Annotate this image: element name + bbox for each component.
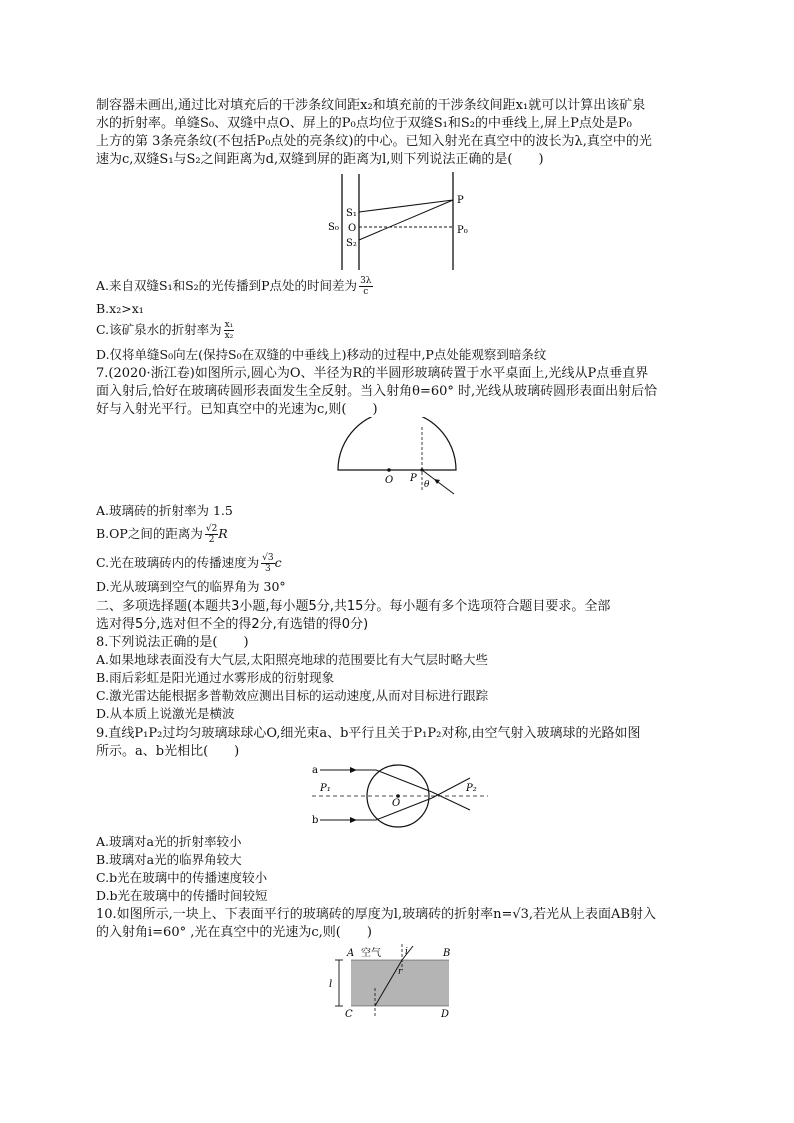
q10-line-2: 的入射角i=60° ,光在真空中的光速为c,则( ) (96, 925, 372, 940)
q7-line-1: 7.(2020·浙江卷)如图所示,圆心为O、半径为R的半圆形玻璃砖置于水平桌面上,光线从P点垂直界 (96, 366, 649, 381)
semicircle-figure (330, 417, 470, 497)
label-s1: S₁ (346, 208, 357, 219)
label-air: 空气 (361, 948, 381, 959)
label-p2: P₂ (466, 783, 477, 794)
label-b: b (312, 815, 319, 826)
label-D: D (441, 1009, 450, 1020)
q6-option-a: A.来自双缝S₁和S₂的光传播到P点处的时间差为 $\frac{3\lambda}{c}$ (96, 276, 372, 297)
q6-line-2: 水的折射率。单缝S₀、双缝中点O、屏上的P₀点均位于双缝S₁和S₂的中垂线上,屏上P点处是P₀ (96, 116, 632, 131)
double-slit-figure (320, 170, 480, 272)
label-o: O (385, 475, 394, 486)
q6-line-4: 速为c,双缝S₁与S₂之间距离为d,双缝到屏的距离为l,则下列说法正确的是( ) (96, 152, 544, 167)
q8-stem: 8.下列说法正确的是( ) (96, 635, 249, 650)
glass-slab-figure (325, 942, 465, 1020)
section-2-heading-line-2: 选对得5分,选对但不全的得2分,有选错的得0分) (96, 617, 369, 632)
q8-option-b: B.雨后彩虹是阳光通过水雾形成的衍射现象 (96, 670, 335, 685)
label-s0: S₀ (328, 222, 339, 233)
q8-option-c: C.激光雷达能根据多普勒效应测出目标的运动速度,从而对目标进行跟踪 (96, 688, 489, 703)
label-o: O (392, 798, 401, 809)
fraction: $\frac{3\lambda}{c}$ (360, 276, 372, 297)
label-B: B (443, 948, 451, 959)
q9-option-c: C.b光在玻璃中的传播速度较小 (96, 870, 268, 885)
q6-option-c: C.该矿泉水的折射率为 $\frac{\text{x₁}}{\text{x₂}}$ (96, 320, 234, 341)
label-p0: P₀ (457, 225, 468, 236)
q8-option-a: A.如果地球表面没有大气层,太阳照亮地球的范围要比有大气层时略大些 (96, 652, 488, 667)
label-p1: P₁ (320, 783, 331, 794)
q9-line-2: 所示。a、b光相比( ) (96, 744, 240, 759)
q9-option-d: D.b光在玻璃中的传播时间较短 (96, 888, 268, 903)
label-i: i (405, 947, 408, 957)
q7-option-c: C.光在玻璃砖内的传播速度为 $\frac{√3}{3}$ c (96, 553, 282, 574)
label-r: r (398, 967, 403, 977)
label-A: A (347, 948, 355, 959)
label-p: P (410, 473, 417, 484)
label-l: l (329, 979, 333, 990)
label-s2: S₂ (346, 238, 357, 249)
q10-line-1: 10.如图所示,一块上、下表面平行的玻璃砖的厚度为l,玻璃砖的折射率n=√3,若光从上表面AB射入 (96, 907, 656, 922)
q6-option-d: D.仅将单缝S₀向左(保持S₀在双缝的中垂线上)移动的过程中,P点处能观察到暗条纹 (96, 347, 547, 362)
q8-option-d: D.从本质上说激光是横波 (96, 706, 235, 721)
glass-sphere-figure (310, 760, 490, 830)
q7-option-d: D.光从玻璃到空气的临界角为 30° (96, 579, 286, 594)
q6-line-3: 上方的第 3条亮条纹(不包括P₀点处的亮条纹)的中心。已知入射光在真空中的波长为λ,真空中的光 (96, 134, 652, 149)
fraction: $\frac{√3}{3}$ (262, 553, 274, 574)
q6-line-1: 制容器未画出,通过比对填充后的干涉条纹间距x₂和填充前的干涉条纹间距x₁就可以计算出该矿泉 (96, 98, 646, 113)
fraction: $\frac{\text{x₁}}{\text{x₂}}$ (224, 320, 234, 341)
q6-option-b: B.x₂>x₁ (96, 301, 144, 316)
label-p: P (457, 195, 464, 206)
section-2-heading-line-1: 二、多项选择题(本题共3小题,每小题5分,共15分。每小题有多个选项符合题目要求。全部 (96, 599, 611, 614)
label-C: C (345, 1009, 353, 1020)
q7-option-b: B.OP之间的距离为 $\frac{√2}{2}$ R (96, 524, 228, 545)
q9-option-b: B.玻璃对a光的临界角较大 (96, 852, 242, 867)
label-theta: θ (424, 480, 430, 490)
q7-option-a: A.玻璃砖的折射率为 1.5 (96, 503, 233, 518)
fraction: $\frac{√2}{2}$ (205, 524, 218, 545)
q9-line-1: 9.直线P₁P₂过均匀玻璃球球心O,细光束a、b平行且关于P₁P₂对称,由空气射入玻璃球的光路如图 (96, 726, 641, 741)
q9-option-a: A.玻璃对a光的折射率较小 (96, 834, 242, 849)
q7-line-2: 面入射后,恰好在玻璃砖圆形表面发生全反射。当入射角θ=60° 时,光线从玻璃砖圆形表面出射后恰 (96, 384, 658, 399)
label-o: O (348, 223, 357, 234)
q7-line-3: 好与入射光平行。已知真空中的光速为c,则( ) (96, 402, 378, 417)
label-a: a (312, 765, 318, 776)
